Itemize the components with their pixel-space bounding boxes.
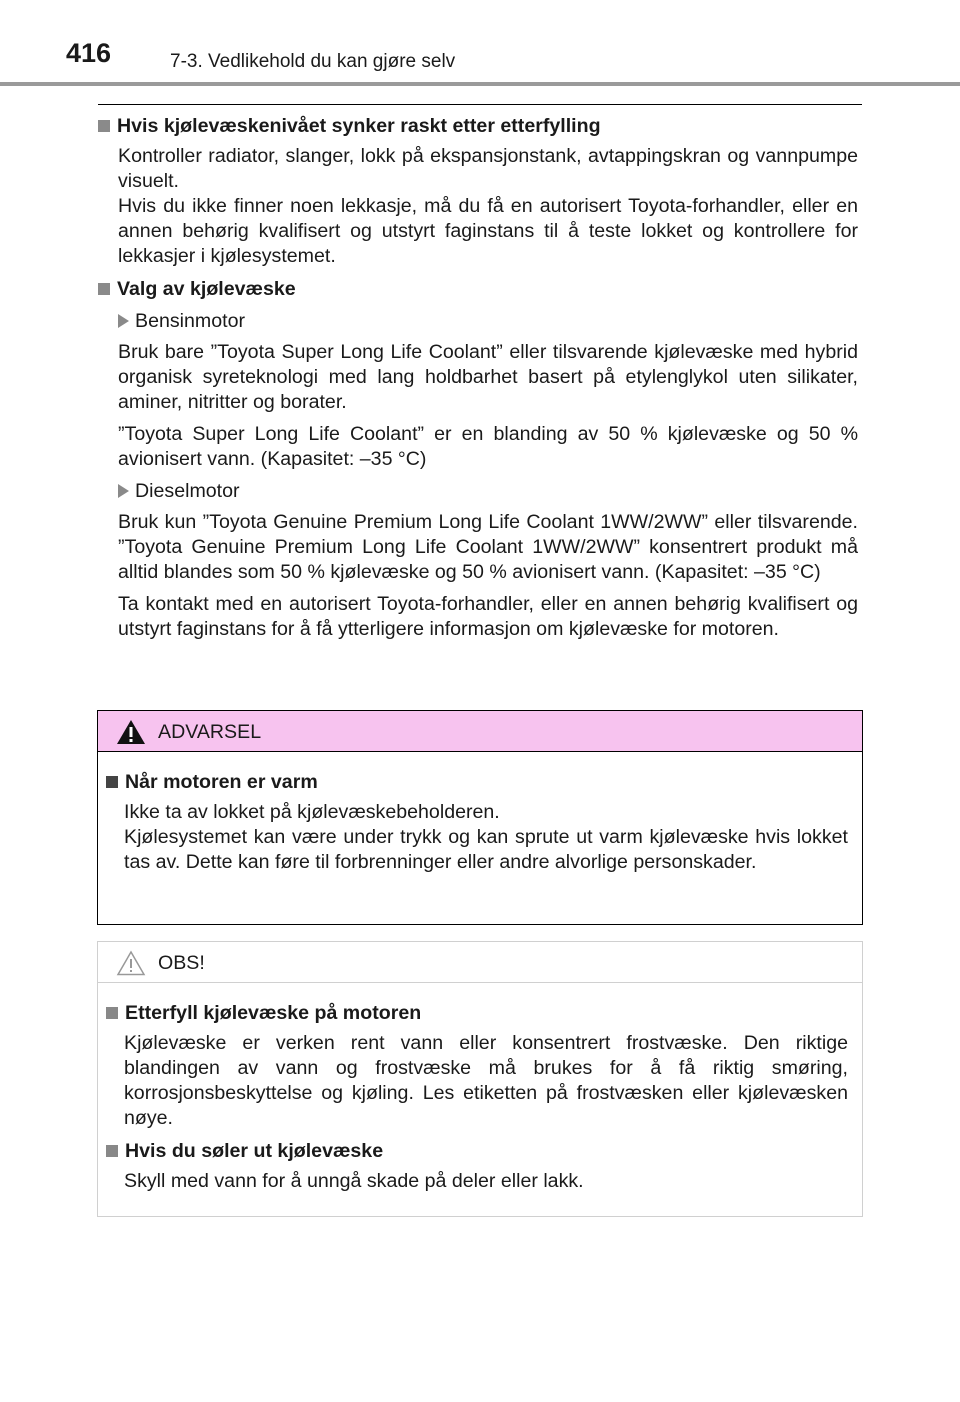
triangle-arrow-icon <box>118 484 129 498</box>
notice-header <box>98 942 862 983</box>
paragraph: Skyll med vann for å unngå skade på deler eller lakk. <box>124 1170 584 1192</box>
paragraph: Kjølesystemet kan være under trykk og kan sprute ut varm kjølevæske hvis lokket tas av. Dette kan føre til forbrenninger eller andre alvorlige personskader. <box>124 826 848 873</box>
paragraph: Kjølevæske er verken rent vann eller konsentrert frostvæske. Den riktige blandingen av vann og frostvæske må brukes for å få riktig smøring, korrosjonsbeskyttelse og kjøling. Les etiketten på frostvæsken eller kjølevæsken nøye. <box>124 1032 848 1129</box>
paragraph: Hvis du ikke finner noen lekkasje, må du få en autorisert Toyota-forhandler, eller en annen behørig kvalifisert og utstyrt faginstans til å teste lokket og kontrollere for lekkasjer i kjølesystemet. <box>118 195 858 267</box>
paragraph: ”Toyota Super Long Life Coolant” er en blanding av 50 % kjølevæske og 50 % avionisert vann. (Kapasitet: –35 °C) <box>118 423 858 470</box>
paragraph: Ta kontakt med en autorisert Toyota-forhandler, eller en annen behørig kvalifisert og utstyrt faginstans for å få ytterligere informasjon om kjølevæske for motoren. <box>118 593 858 640</box>
warning-body <box>98 752 862 875</box>
notice-heading-spill: Hvis du søler ut kjølevæske <box>106 1139 848 1164</box>
page-number: 416 <box>66 38 112 68</box>
notice-box <box>97 941 863 1217</box>
notice-body <box>98 983 862 1194</box>
square-bullet-icon <box>106 776 118 788</box>
section-heading-level-drop: Hvis kjølevæskenivået synker raskt etter etterfylling <box>98 114 858 139</box>
notice-heading-refill: Etterfyll kjølevæske på motoren <box>106 1001 848 1026</box>
warning-heading: Når motoren er varm <box>106 770 848 795</box>
paragraph: Bruk bare ”Toyota Super Long Life Coolant” eller tilsvarende kjølevæske med hybrid organisk syreteknologi med lang holdbarhet basert på etylenglykol uten silikater, aminer, nitritter og borater. <box>118 341 858 413</box>
section-heading-coolant-choice: Valg av kjølevæske <box>98 277 858 302</box>
warning-box <box>97 710 863 925</box>
caution-outline-triangle-icon <box>116 950 146 976</box>
main-content <box>98 114 858 642</box>
paragraph: Bruk kun ”Toyota Genuine Premium Long Life Coolant 1WW/2WW” eller tilsvarende. ”Toyota Genuine Premium Long Life Coolant 1WW/2WW” konsentrert produkt må alltid blandes som 50 % kjølevæske og 50 % avionisert vann. (Kapasitet: –35 °C) <box>118 511 858 583</box>
paragraph: Kontroller radiator, slanger, lokk på ekspansjonstank, avtappingskran og vannpumpe visuelt. <box>118 145 858 192</box>
triangle-arrow-icon <box>118 314 129 328</box>
subheading-diesel: Dieselmotor <box>98 479 858 504</box>
square-bullet-icon <box>106 1145 118 1157</box>
square-bullet-icon <box>98 120 110 132</box>
header-divider <box>0 82 960 86</box>
square-bullet-icon <box>106 1007 118 1019</box>
content-divider <box>98 104 862 105</box>
square-bullet-icon <box>98 283 110 295</box>
warning-title: ADVARSEL <box>158 721 262 743</box>
page-header <box>0 0 960 88</box>
warning-header <box>98 711 862 752</box>
chapter-title: 7-3. Vedlikehold du kan gjøre selv <box>170 51 456 72</box>
subheading-petrol: Bensinmotor <box>98 309 858 334</box>
warning-triangle-icon <box>116 719 146 745</box>
notice-title: OBS! <box>158 952 205 974</box>
paragraph: Ikke ta av lokket på kjølevæskebeholderen. <box>124 801 500 823</box>
